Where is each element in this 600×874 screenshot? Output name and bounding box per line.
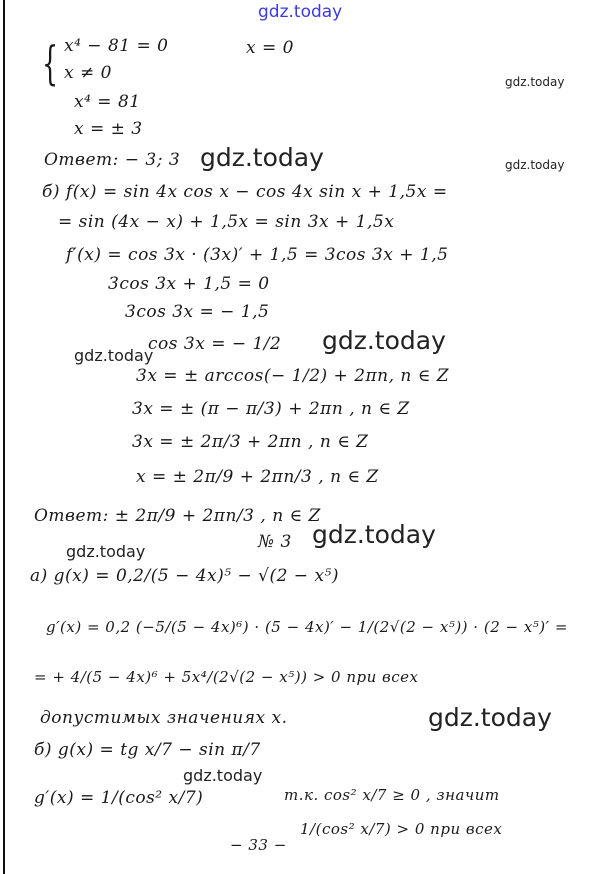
watermark-9: gdz.today <box>183 766 263 785</box>
line-answer-1: Ответ: − 3; 3 <box>44 150 181 170</box>
line-g2-derivative: g′(x) = 1/(cos² x/7) <box>34 788 204 808</box>
watermark-6: gdz.today <box>312 520 436 549</box>
line-step-6: x = ± 2π/9 + 2πn/3 , n ∈ Z <box>136 467 379 487</box>
line-g-result: = + 4/(5 − 4x)⁶ + 5x⁴/(2√(2 − x⁵)) > 0 при всех <box>34 668 419 686</box>
line-simplified: = sin (4x − x) + 1,5x = sin 3x + 1,5x <box>58 212 395 232</box>
watermark-top: gdz.today <box>258 2 343 22</box>
line-step-1: 3cos 3x = − 1,5 <box>125 302 270 322</box>
line-note-1: т.к. cos² x/7 ≥ 0 , значит <box>284 786 500 804</box>
page-number: − 33 − <box>230 836 287 854</box>
page-edge <box>3 0 5 874</box>
line-g-function: а) g(x) = 0,2/(5 − 4x)⁵ − √(2 − x⁵) <box>30 566 339 586</box>
watermark-7: gdz.today <box>66 542 146 561</box>
line-condition: x ≠ 0 <box>64 63 112 83</box>
line-answer-2: Ответ: ± 2π/9 + 2πn/3 , n ∈ Z <box>34 506 321 526</box>
line-equation-2: x⁴ = 81 <box>74 92 141 112</box>
line-conclusion: допустимых значениях x. <box>40 708 288 728</box>
watermark-4: gdz.today <box>322 326 446 355</box>
line-function: б) f(x) = sin 4x cos x − cos 4x sin x + 1,5x = <box>42 182 448 202</box>
line-step-5: 3x = ± 2π/3 + 2πn , n ∈ Z <box>132 432 369 452</box>
line-g-derivative: g′(x) = 0,2 (−5/(5 − 4x)⁶) · (5 − 4x)′ − 1/(2√(2 − x⁵)) · (2 − x⁵)′ = <box>46 618 568 636</box>
line-derivative: f′(x) = cos 3x · (3x)′ + 1,5 = 3cos 3x + 1,5 <box>66 245 449 265</box>
watermark-1: gdz.today <box>505 75 565 89</box>
line-g2-function: б) g(x) = tg x/7 − sin π/7 <box>34 740 261 760</box>
line-step-2: cos 3x = − 1/2 <box>148 334 282 354</box>
line-equation-3: x = ± 3 <box>74 119 143 139</box>
line-note-2: 1/(cos² x/7) > 0 при всех <box>300 820 503 838</box>
line-equation-1: x⁴ − 81 = 0 <box>64 36 169 56</box>
watermark-2: gdz.today <box>200 143 324 172</box>
watermark-3: gdz.today <box>505 158 565 172</box>
line-step-4: 3x = ± (π − π/3) + 2πn , n ∈ Z <box>132 399 410 419</box>
line-step-3: 3x = ± arccos(− 1/2) + 2πn, n ∈ Z <box>136 366 450 386</box>
line-equation-1b: x = 0 <box>246 38 294 58</box>
system-brace: { <box>42 36 59 90</box>
watermark-5: gdz.today <box>74 346 154 365</box>
watermark-8: gdz.today <box>428 703 552 732</box>
problem-number: № 3 <box>258 532 292 552</box>
line-zero-eq: 3cos 3x + 1,5 = 0 <box>108 274 270 294</box>
